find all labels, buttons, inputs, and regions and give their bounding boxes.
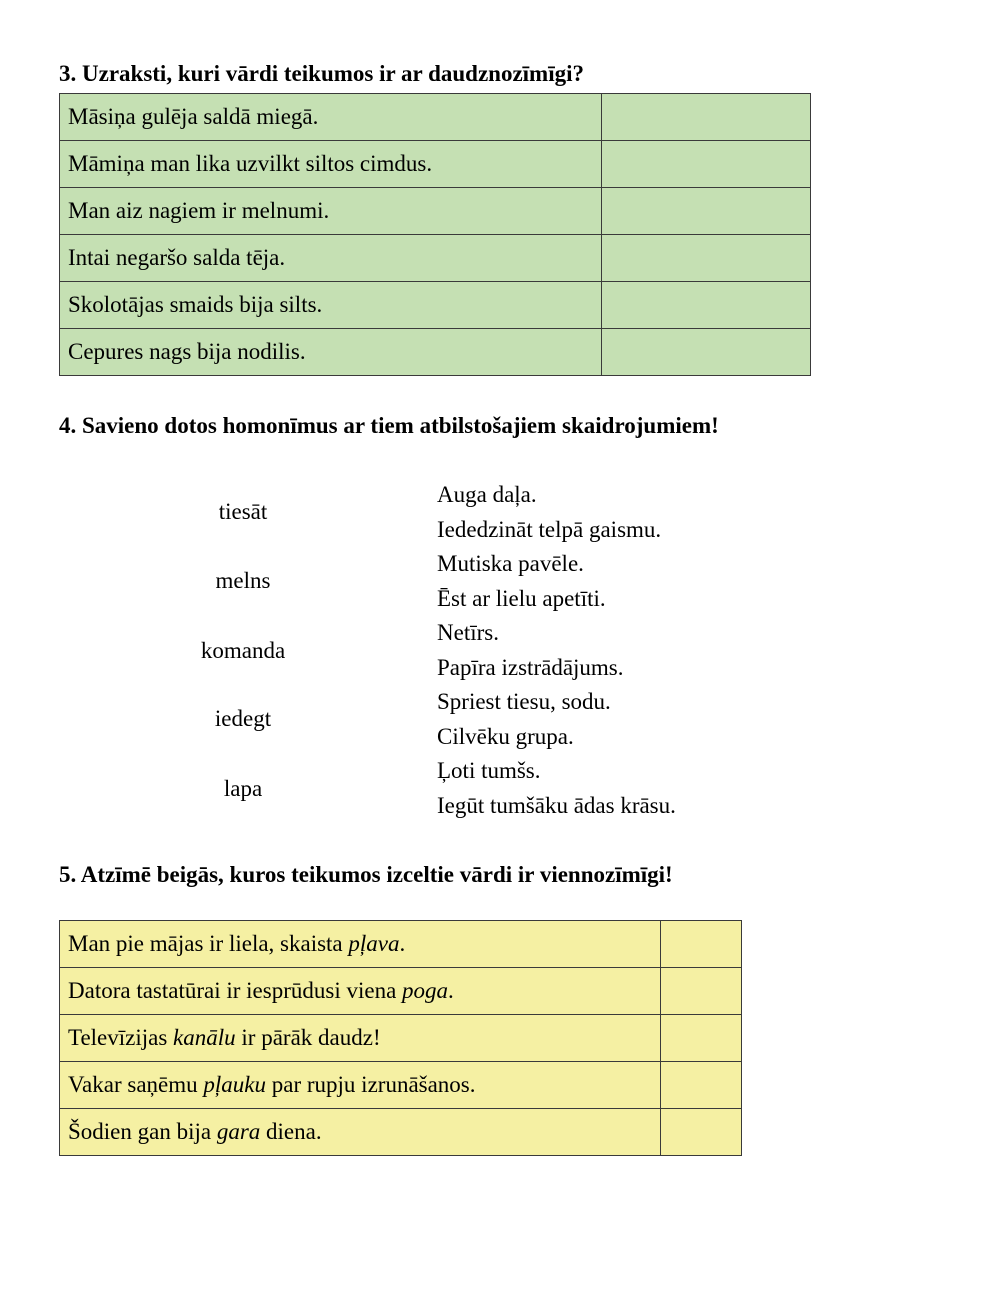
homonym-word[interactable]: melns bbox=[215, 568, 271, 593]
task3-answer-input[interactable] bbox=[602, 95, 810, 139]
task5-heading: 5. Atzīmē beigās, kuros teikumos izceltie vārdi ir viennozīmīgi! bbox=[59, 862, 673, 887]
definition-item[interactable]: Mutiska pavēle. bbox=[437, 551, 584, 576]
table-row bbox=[60, 1015, 742, 1062]
highlighted-word: kanālu bbox=[173, 1025, 236, 1050]
table-row bbox=[60, 94, 811, 141]
task5-sentence: Datora tastatūrai ir iesprūdusi viena poga. bbox=[60, 968, 661, 1015]
task5-sentence: Televīzijas kanālu ir pārāk daudz! bbox=[60, 1015, 661, 1062]
table-row bbox=[60, 235, 811, 282]
task3-answer-cell bbox=[602, 235, 811, 282]
definition-item[interactable]: Iededzināt telpā gaismu. bbox=[437, 517, 662, 542]
task5-check-cell[interactable] bbox=[661, 1062, 742, 1109]
table-row bbox=[60, 329, 811, 376]
task5-check-cell[interactable] bbox=[661, 921, 742, 968]
task3-heading: 3. Uzraksti, kuri vārdi teikumos ir ar daudznozīmīgi? bbox=[59, 61, 584, 86]
task3-answer-cell bbox=[602, 282, 811, 329]
definition-item[interactable]: Ēst ar lielu apetīti. bbox=[437, 586, 606, 611]
task3-answer-input[interactable] bbox=[602, 330, 810, 374]
task3-sentence: Cepures nags bija nodilis. bbox=[60, 329, 602, 376]
task5-sentence: Šodien gan bija gara diena. bbox=[60, 1109, 661, 1156]
task3-answer-cell bbox=[602, 141, 811, 188]
task3-sentence: Māsiņa gulēja saldā miegā. bbox=[60, 94, 602, 141]
highlighted-word: poga bbox=[402, 978, 449, 1003]
highlighted-word: pļauku bbox=[203, 1072, 267, 1097]
task3-answer-input[interactable] bbox=[602, 142, 810, 186]
highlighted-word: gara bbox=[216, 1119, 261, 1144]
homonym-word[interactable]: tiesāt bbox=[218, 499, 268, 524]
definition-item[interactable]: Spriest tiesu, sodu. bbox=[437, 689, 611, 714]
task3-answer-cell bbox=[602, 94, 811, 141]
task3-sentence: Man aiz nagiem ir melnumi. bbox=[60, 188, 602, 235]
task5-check-cell[interactable] bbox=[661, 1109, 742, 1156]
table-row bbox=[60, 1062, 742, 1109]
homonym-word[interactable]: iedegt bbox=[214, 706, 272, 731]
task3-answer-cell bbox=[602, 188, 811, 235]
task5-sentence: Man pie mājas ir liela, skaista pļava. bbox=[60, 921, 661, 968]
definition-item[interactable]: Auga daļa. bbox=[437, 482, 537, 507]
task5-table bbox=[59, 920, 742, 1156]
table-row bbox=[60, 968, 742, 1015]
task3-answer-input[interactable] bbox=[602, 283, 810, 327]
homonym-word[interactable]: lapa bbox=[223, 776, 263, 801]
homonym-word[interactable]: komanda bbox=[200, 638, 286, 663]
table-row bbox=[60, 1109, 742, 1156]
highlighted-word: pļava bbox=[348, 931, 400, 956]
task3-sentence: Intai negaršo salda tēja. bbox=[60, 235, 602, 282]
table-row bbox=[60, 921, 742, 968]
task3-table bbox=[59, 93, 811, 376]
task5-check-cell[interactable] bbox=[661, 968, 742, 1015]
table-row bbox=[60, 141, 811, 188]
table-row bbox=[60, 188, 811, 235]
task3-answer-cell bbox=[602, 329, 811, 376]
task3-sentence: Skolotājas smaids bija silts. bbox=[60, 282, 602, 329]
task3-sentence: Māmiņa man lika uzvilkt siltos cimdus. bbox=[60, 141, 602, 188]
definition-item[interactable]: Iegūt tumšāku ādas krāsu. bbox=[437, 793, 676, 818]
task3-answer-input[interactable] bbox=[602, 236, 810, 280]
definition-item[interactable]: Netīrs. bbox=[437, 620, 499, 645]
task4-heading: 4. Savieno dotos homonīmus ar tiem atbilstošajiem skaidrojumiem! bbox=[59, 413, 719, 438]
table-row bbox=[60, 282, 811, 329]
definition-item[interactable]: Cilvēku grupa. bbox=[437, 724, 574, 749]
definition-item[interactable]: Ļoti tumšs. bbox=[437, 758, 541, 783]
task5-sentence: Vakar saņēmu pļauku par rupju izrunāšanos. bbox=[60, 1062, 661, 1109]
definition-item[interactable]: Papīra izstrādājums. bbox=[437, 655, 624, 680]
task3-answer-input[interactable] bbox=[602, 189, 810, 233]
task5-check-cell[interactable] bbox=[661, 1015, 742, 1062]
